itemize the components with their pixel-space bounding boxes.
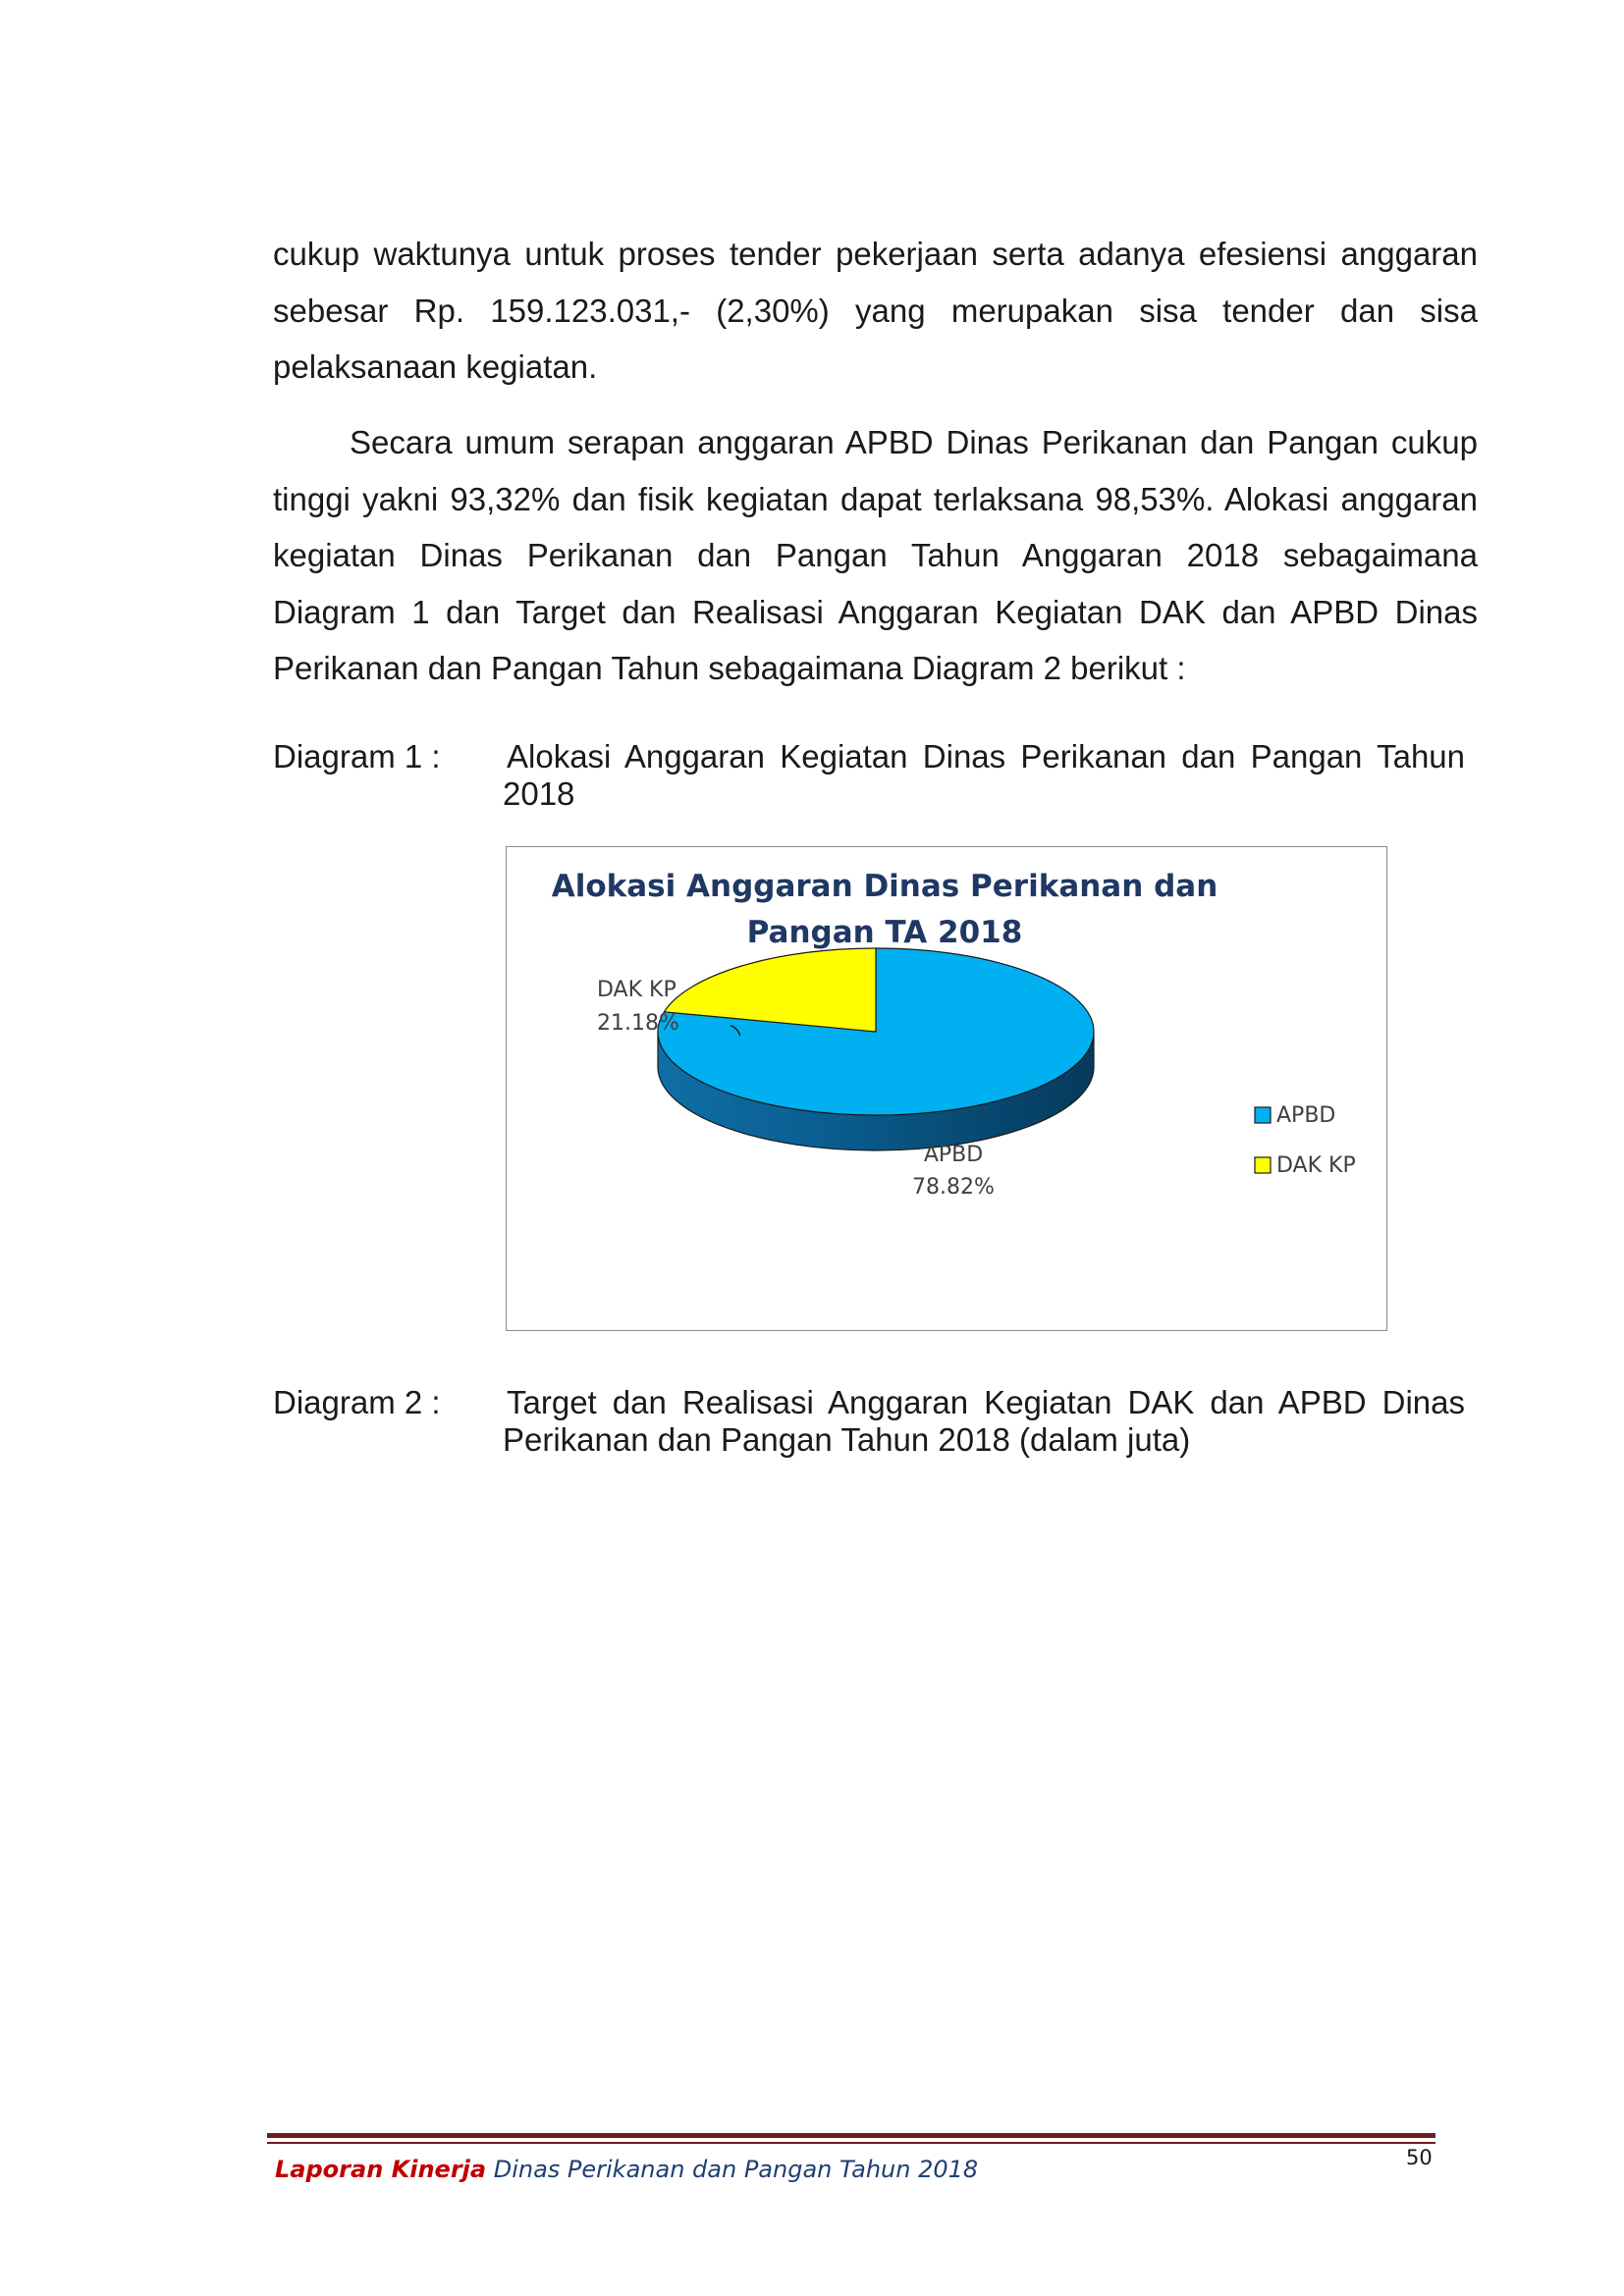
footer-rule <box>267 2133 1435 2138</box>
pie-chart-frame <box>506 846 1387 1331</box>
page-number: 50 <box>1406 2146 1433 2169</box>
data-label-dakkp-name: DAK KP <box>597 978 677 1002</box>
footer-title-rest: Dinas Perikanan dan Pangan Tahun 2018 <box>486 2156 979 2183</box>
paragraph-1: cukup waktunya untuk proses tender pekerjaan serta adanya efesiensi anggaran sebesar Rp. 159.123.031,- (2,30%) yang merupakan sisa tender dan sisa pelaksanaan kegiatan. <box>273 236 1478 385</box>
pie-chart <box>507 847 1386 1330</box>
data-label-apbd-name: APBD <box>923 1143 984 1167</box>
diagram-2-label: Diagram 2 : <box>273 1384 441 1420</box>
diagram-1-label: Diagram 1 : <box>273 738 441 774</box>
legend-label: DAK KP <box>1276 1153 1356 1178</box>
diagram-1-caption: Alokasi Anggaran Kegiatan Dinas Perikanan dan Pangan Tahun 2018 <box>503 738 1465 812</box>
diagram-2-caption: Target dan Realisasi Anggaran Kegiatan DAK dan APBD Dinas Perikanan dan Pangan Tahun 2018 (dalam juta) <box>503 1384 1465 1458</box>
footer-title-bold: Laporan Kinerja <box>275 2156 487 2183</box>
legend-swatch <box>1255 1157 1271 1173</box>
footer-rule-thin <box>267 2142 1435 2144</box>
footer-title <box>275 2156 978 2183</box>
paragraph-2: Secara umum serapan anggaran APBD Dinas Perikanan dan Pangan cukup tinggi yakni 93,32% dan fisik kegiatan dapat terlaksana 98,53%. Alokasi anggaran kegiatan Dinas Perikanan dan Pangan Tahun Anggaran 2018 sebagaimana Diagram 1 dan Target dan Realisasi Anggaran Kegiatan DAK dan APBD Dinas Perikanan dan Pangan Tahun sebagaimana Diagram 2 berikut : <box>273 424 1478 686</box>
legend-label: APBD <box>1276 1103 1336 1128</box>
chart-title-line-2: Pangan TA 2018 <box>746 915 1023 950</box>
data-label-apbd-value: 78.82% <box>912 1175 995 1200</box>
legend-swatch <box>1255 1107 1271 1123</box>
chart-title-line-1: Alokasi Anggaran Dinas Perikanan dan <box>551 869 1218 904</box>
data-label-dakkp-value: 21.18% <box>597 1011 679 1036</box>
